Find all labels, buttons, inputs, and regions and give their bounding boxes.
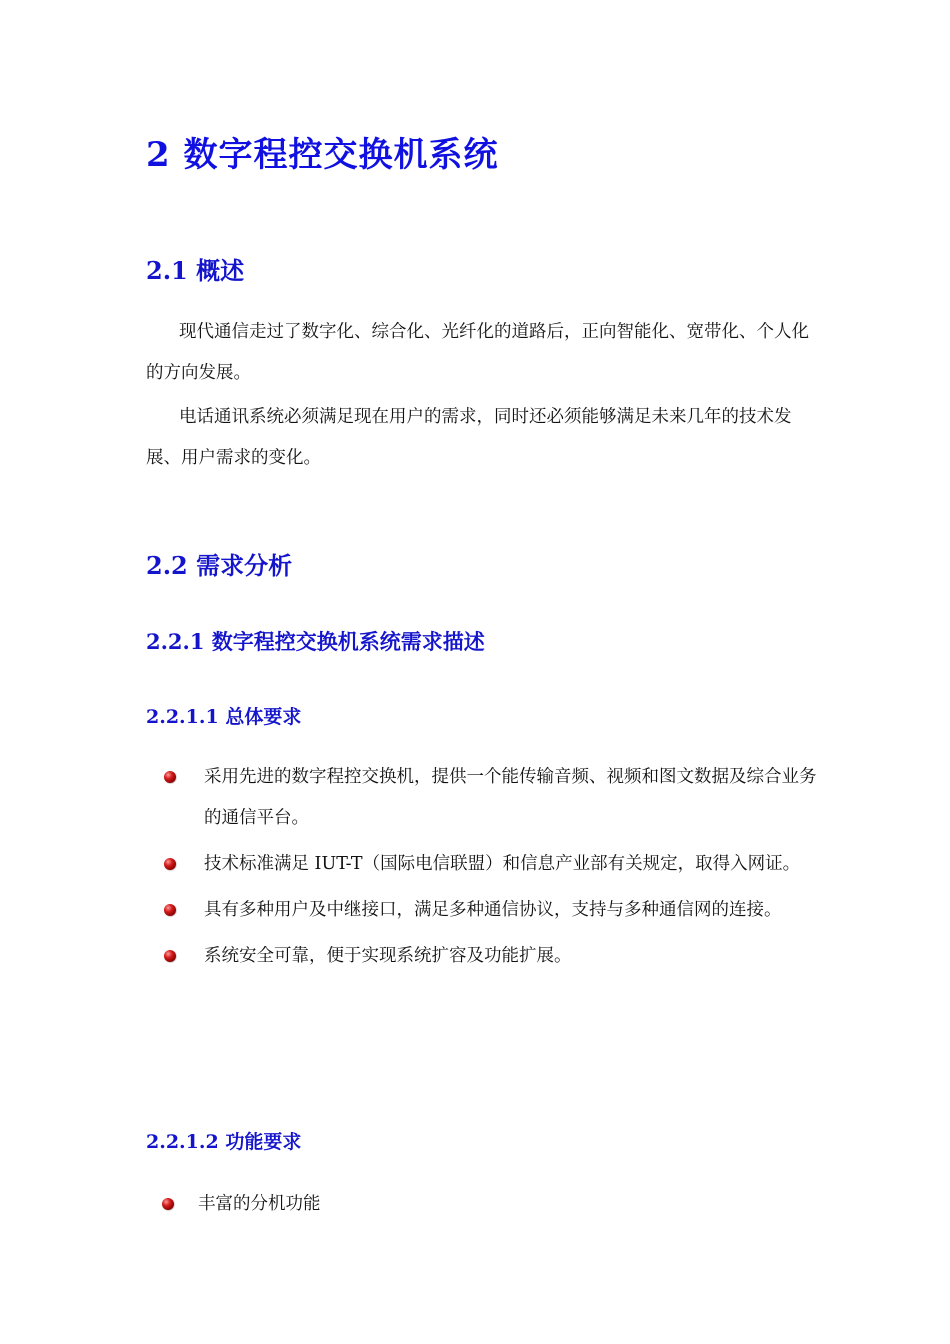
subsubsection-heading-general: 2.2.1.1 总体要求 [146, 706, 302, 728]
list-item [146, 936, 826, 977]
list-item-text: 具有多种用户及中继接口，满足多种通信协议，支持与多种通信网的连接。 [204, 900, 782, 920]
section-heading-overview: 2.1 概述 [146, 256, 245, 285]
red-sphere-bullet-icon [164, 858, 176, 870]
subsection-heading-description: 2.2.1 数字程控交换机系统需求描述 [146, 629, 485, 654]
list-item [146, 757, 826, 839]
list-item [146, 890, 826, 931]
red-sphere-bullet-icon [164, 771, 176, 783]
subsubsection-heading-functional: 2.2.1.2 功能要求 [146, 1131, 302, 1153]
red-sphere-bullet-icon [162, 1198, 174, 1210]
overview-paragraph-2: 电话通讯系统必须满足现在用户的需求，同时还必须能够满足未来几年的技术发展、用户需求的变化。 [146, 407, 792, 468]
section-heading-requirements: 2.2 需求分析 [146, 551, 293, 580]
document-title: 2 数字程控交换机系统 [146, 135, 499, 175]
list-item-text: 系统安全可靠，便于实现系统扩容及功能扩展。 [204, 946, 572, 966]
overview-paragraph-1: 现代通信走过了数字化、综合化、光纤化的道路后，正向智能化、宽带化、个人化的方向发展。 [146, 322, 809, 383]
list-item [146, 844, 826, 885]
red-sphere-bullet-icon [164, 904, 176, 916]
functional-requirements-list [146, 1184, 826, 1230]
list-item-text: 采用先进的数字程控交换机，提供一个能传输音频、视频和图文数据及综合业务的通信平台。 [204, 767, 817, 828]
list-item-text: 技术标准满足 IUT-T（国际电信联盟）和信息产业部有关规定，取得入网证。 [204, 854, 801, 874]
list-item-text: 丰富的分机功能 [198, 1194, 321, 1214]
general-requirements-list [146, 757, 826, 982]
red-sphere-bullet-icon [164, 950, 176, 962]
list-item [146, 1184, 826, 1225]
